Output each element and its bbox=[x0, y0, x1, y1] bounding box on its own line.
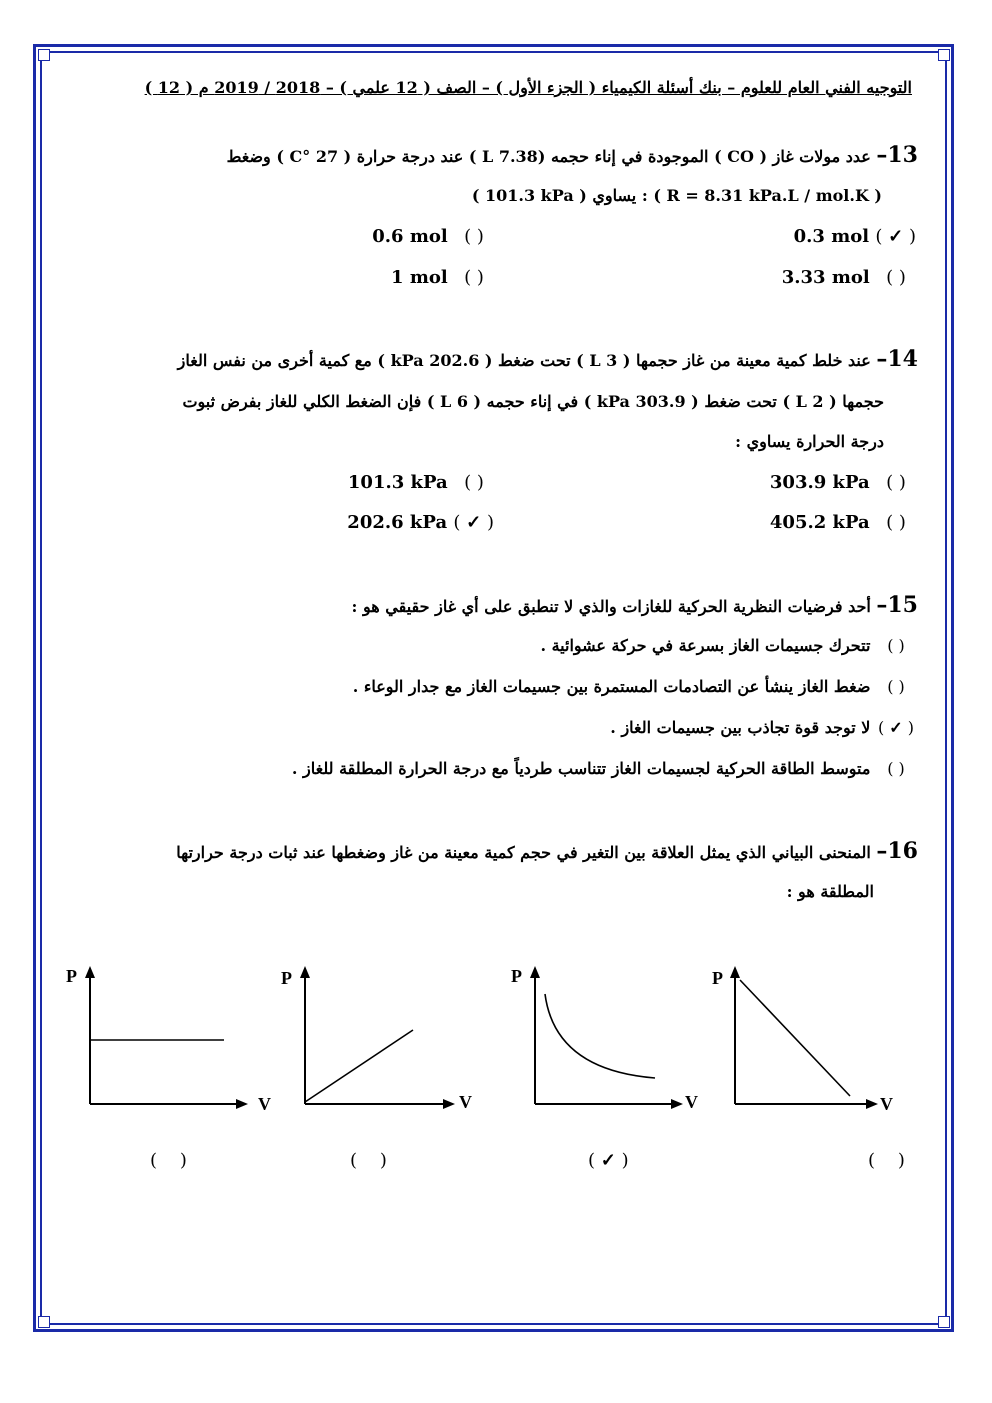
q15-option-a[interactable]: ( ) تتحرك جسيمات الغاز بسرعة في حركة عشوائية . bbox=[540, 636, 905, 655]
graph-hyperbola bbox=[505, 960, 715, 1120]
page-header: التوجيه الفني العام للعلوم – بنك أسئلة الكيمياء ( الجزء الأول ) – الصف ( 12 علمي ) – 2018 / 2019 م ( 12 ) bbox=[144, 78, 912, 97]
graph-horizontal-line bbox=[62, 960, 272, 1120]
option-text: لا توجد قوة تجاذب بين جسيمات الغاز . bbox=[610, 718, 871, 737]
q13-option-a[interactable]: ( ✓ ) 0.3 mol bbox=[793, 226, 916, 247]
q15-text1: أحد فرضيات النظرية الحركية للغازات والذي لا تنطبق على أي غاز حقيقي هو : bbox=[351, 597, 871, 616]
q16-text1: المنحنى البياني الذي يمثل العلاقة بين التغير في حجم كمية معينة من غاز وضغطها عند ثبات درجة حرارتها bbox=[176, 843, 871, 862]
q14-number: 14– bbox=[876, 346, 918, 372]
x-axis-label: V bbox=[685, 1092, 698, 1112]
option-text: 405.2 kPa bbox=[769, 512, 870, 533]
curve bbox=[545, 994, 655, 1078]
graph-choice-a[interactable]: ( ) bbox=[868, 1150, 905, 1171]
option-text: 303.9 kPa bbox=[769, 472, 870, 493]
border-corner bbox=[938, 49, 950, 61]
q15-option-d[interactable]: ( ) متوسط الطاقة الحركية لجسيمات الغاز تتناسب طردياً مع درجة الحرارة المطلقة للغاز . bbox=[291, 759, 905, 778]
q13-number: 13– bbox=[876, 142, 918, 168]
border-corner bbox=[38, 49, 50, 61]
q14-line3: درجة الحرارة يساوي : bbox=[735, 432, 884, 451]
q14-option-b[interactable]: ( ) 101.3 kPa bbox=[347, 472, 484, 493]
option-text: 101.3 kPa bbox=[347, 472, 448, 493]
q15-line1 bbox=[352, 592, 918, 618]
x-axis-label: V bbox=[459, 1092, 472, 1112]
y-axis-label: P bbox=[281, 968, 292, 988]
q13-option-b[interactable]: ( ) 0.6 mol bbox=[372, 226, 484, 247]
check-icon: ✓ bbox=[600, 1150, 616, 1171]
check-icon: ✓ bbox=[889, 718, 903, 737]
check-icon: ✓ bbox=[888, 226, 904, 247]
graph-choice-b[interactable]: ( ✓ ) bbox=[588, 1150, 629, 1171]
q16-line2: المطلقة هو : bbox=[786, 882, 874, 901]
option-text: 0.6 mol bbox=[372, 226, 448, 247]
q15-option-b[interactable]: ( ) ضغط الغاز ينشأ عن التصادمات المستمرة بين جسيمات الغاز مع جدار الوعاء . bbox=[352, 677, 905, 696]
border-corner bbox=[38, 1316, 50, 1328]
q14-line2: حجمها ( 2 L ) تحت ضغط ( 303.9 kPa ) في إناء حجمه ( 6 L ) فإن الضغط الكلي للغاز بفرض ثبوت bbox=[182, 392, 884, 411]
graph-choice-c[interactable]: ( ) bbox=[350, 1150, 387, 1171]
q13-option-c[interactable]: ( ) 3.33 mol bbox=[781, 267, 906, 288]
option-text: 3.33 mol bbox=[781, 267, 870, 288]
curve bbox=[305, 1030, 413, 1102]
y-axis-label: P bbox=[66, 966, 77, 986]
q13-option-d[interactable]: ( ) 1 mol bbox=[391, 267, 484, 288]
x-axis-label: V bbox=[258, 1094, 271, 1114]
q14-option-d[interactable]: ( ✓ ) 202.6 kPa bbox=[347, 512, 494, 533]
curve bbox=[740, 980, 850, 1096]
q14-option-c[interactable]: ( ) 405.2 kPa bbox=[769, 512, 906, 533]
q15-number: 15– bbox=[876, 592, 918, 618]
q13-line2 bbox=[472, 186, 882, 205]
q14-option-a[interactable]: ( ) 303.9 kPa bbox=[769, 472, 906, 493]
q15-option-c[interactable]: ( ✓ ) لا توجد قوة تجاذب بين جسيمات الغاز . bbox=[610, 718, 915, 737]
q14-line1 bbox=[178, 346, 918, 372]
option-text: متوسط الطاقة الحركية لجسيمات الغاز تتناسب طردياً مع درجة الحرارة المطلقة للغاز . bbox=[291, 759, 871, 778]
q14-text1: عند خلط كمية معينة من غاز حجمها ( 3 L ) تحت ضغط ( 202.6 kPa ) مع كمية أخرى من نفس الغاز bbox=[177, 351, 871, 370]
option-text: ضغط الغاز ينشأ عن التصادمات المستمرة بين جسيمات الغاز مع جدار الوعاء . bbox=[352, 677, 871, 696]
q13-line1 bbox=[227, 142, 918, 168]
option-text: 202.6 kPa bbox=[347, 512, 448, 533]
border-corner bbox=[938, 1316, 950, 1328]
graph-choice-d[interactable]: ( ) bbox=[150, 1150, 187, 1171]
q16-number: 16– bbox=[876, 838, 918, 864]
option-text: 0.3 mol bbox=[793, 226, 870, 247]
x-axis-label: V bbox=[880, 1094, 893, 1114]
graph-decreasing-line bbox=[700, 960, 910, 1120]
q13-text1: عدد مولات غاز ( CO ) الموجودة في إناء حجمه (L 7.38 ) عند درجة حرارة ( 27 °C ) وضغط bbox=[226, 147, 871, 166]
check-icon: ✓ bbox=[466, 512, 482, 533]
q16-line1 bbox=[176, 838, 918, 864]
option-text: 1 mol bbox=[391, 267, 448, 288]
graph-increasing-line bbox=[275, 960, 485, 1120]
q13-text2: ( 101.3 kPa ) يساوي : ( R = 8.31 kPa.L / mol.K ) bbox=[471, 186, 882, 205]
option-text: تتحرك جسيمات الغاز بسرعة في حركة عشوائية . bbox=[540, 636, 871, 655]
y-axis-label: P bbox=[511, 966, 522, 986]
y-axis-label: P bbox=[712, 968, 723, 988]
